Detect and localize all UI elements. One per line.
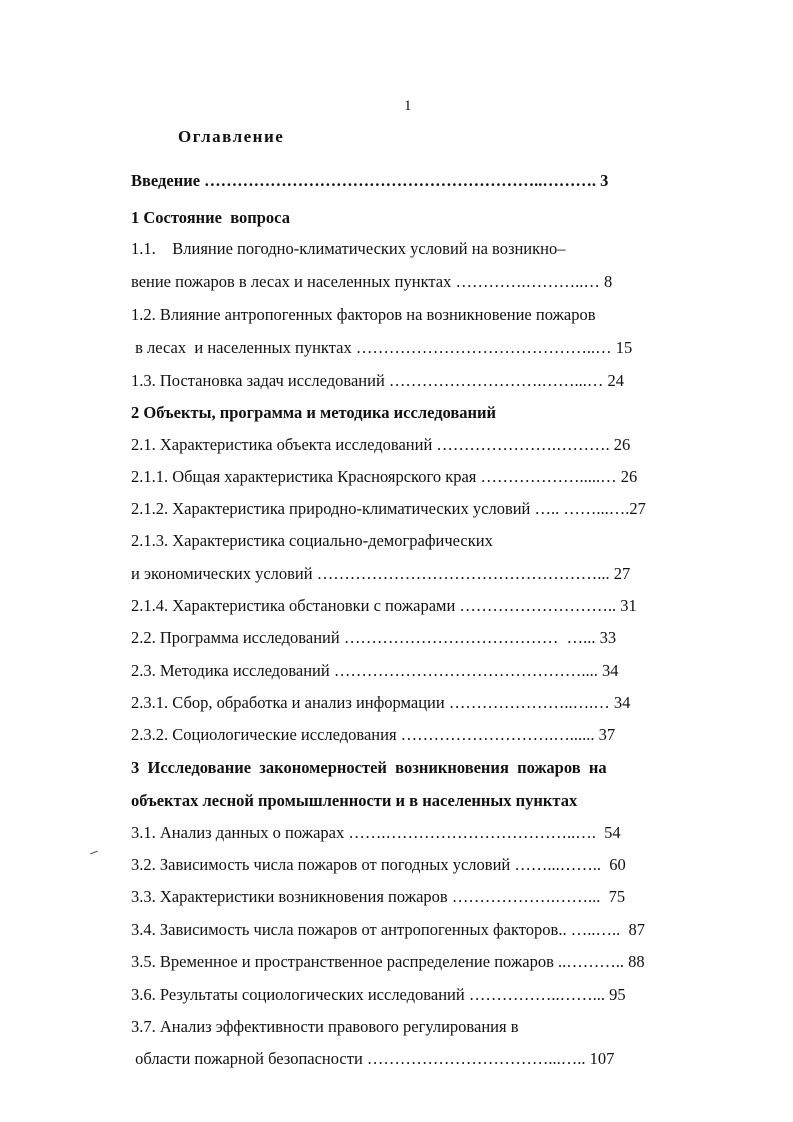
toc-entry-3-6: 3.6. Результаты социологических исследований ……………..……... 95 bbox=[131, 985, 626, 1004]
toc-section-1: 1 Состояние вопроса bbox=[131, 208, 290, 227]
toc-entry-2-1-3-line-1: 2.1.3. Характеристика социально-демографических bbox=[131, 531, 493, 550]
toc-entry-3-7-line-1: 3.7. Анализ эффективности правового регулирования в bbox=[131, 1017, 519, 1036]
toc-section-3-line-2: объектах лесной промышленности и в населенных пунктах bbox=[131, 791, 578, 810]
toc-entry-2-3-2: 2.3.2. Социологические исследования ……………………….…...... 37 bbox=[131, 725, 616, 744]
toc-section-2: 2 Объекты, программа и методика исследований bbox=[131, 403, 497, 422]
toc-entry-1-1-line-2: вение пожаров в лесах и населенных пунктах ………….………..… 8 bbox=[131, 272, 613, 291]
toc-entry-1-2-line-2: в лесах и населенных пунктах ……………………………………..… 15 bbox=[131, 338, 633, 357]
toc-entry-introduction: Введение ……………………………………………………..………. 3 bbox=[131, 171, 609, 190]
toc-entry-3-2: 3.2. Зависимость числа пожаров от погодных условий ……...…….. 60 bbox=[131, 855, 626, 874]
toc-entry-3-4: 3.4. Зависимость числа пожаров от антропогенных факторов.. …..….. 87 bbox=[131, 920, 645, 939]
toc-entry-3-1: 3.1. Анализ данных о пожарах …….……………………………..…. 54 bbox=[131, 823, 621, 842]
toc-entry-3-3: 3.3. Характеристики возникновения пожаров ……………….……... 75 bbox=[131, 887, 626, 906]
toc-entry-2-1-2: 2.1.2. Характеристика природно-климатических условий ….. ……...….27 bbox=[131, 499, 646, 518]
toc-heading: Оглавление bbox=[178, 127, 285, 146]
toc-entry-2-3: 2.3. Методика исследований ……………………………………….... 34 bbox=[131, 661, 619, 680]
page-number: 1 bbox=[404, 98, 412, 114]
toc-entry-1-1-line-1: 1.1. Влияние погодно-климатических условий на возникно– bbox=[131, 239, 566, 258]
toc-entry-2-1: 2.1. Характеристика объекта исследований ………………….………. 26 bbox=[131, 435, 631, 454]
toc-entry-2-2: 2.2. Программа исследований ………………………………… …... 33 bbox=[131, 628, 617, 647]
toc-section-3-line-1: 3 Исследование закономерностей возникновения пожаров на bbox=[131, 758, 607, 777]
toc-entry-1-3: 1.3. Постановка задач исследований ……………………….……...… 24 bbox=[131, 371, 625, 390]
toc-entry-3-7-line-2: области пожарной безопасности ……………………………...….. 107 bbox=[131, 1049, 615, 1068]
margin-mark bbox=[90, 851, 98, 855]
toc-entry-2-1-3-line-2: и экономических условий ……………………………………………... 27 bbox=[131, 564, 631, 583]
toc-entry-2-1-1: 2.1.1. Общая характеристика Красноярского края ……………….....… 26 bbox=[131, 467, 638, 486]
toc-entry-1-2-line-1: 1.2. Влияние антропогенных факторов на возникновение пожаров bbox=[131, 305, 596, 324]
toc-entry-2-3-1: 2.3.1. Сбор, обработка и анализ информации …………………..….… 34 bbox=[131, 693, 631, 712]
toc-entry-3-5: 3.5. Временное и пространственное распределение пожаров ..……….. 88 bbox=[131, 952, 645, 971]
toc-entry-2-1-4: 2.1.4. Характеристика обстановки с пожарами ……………………….. 31 bbox=[131, 596, 637, 615]
